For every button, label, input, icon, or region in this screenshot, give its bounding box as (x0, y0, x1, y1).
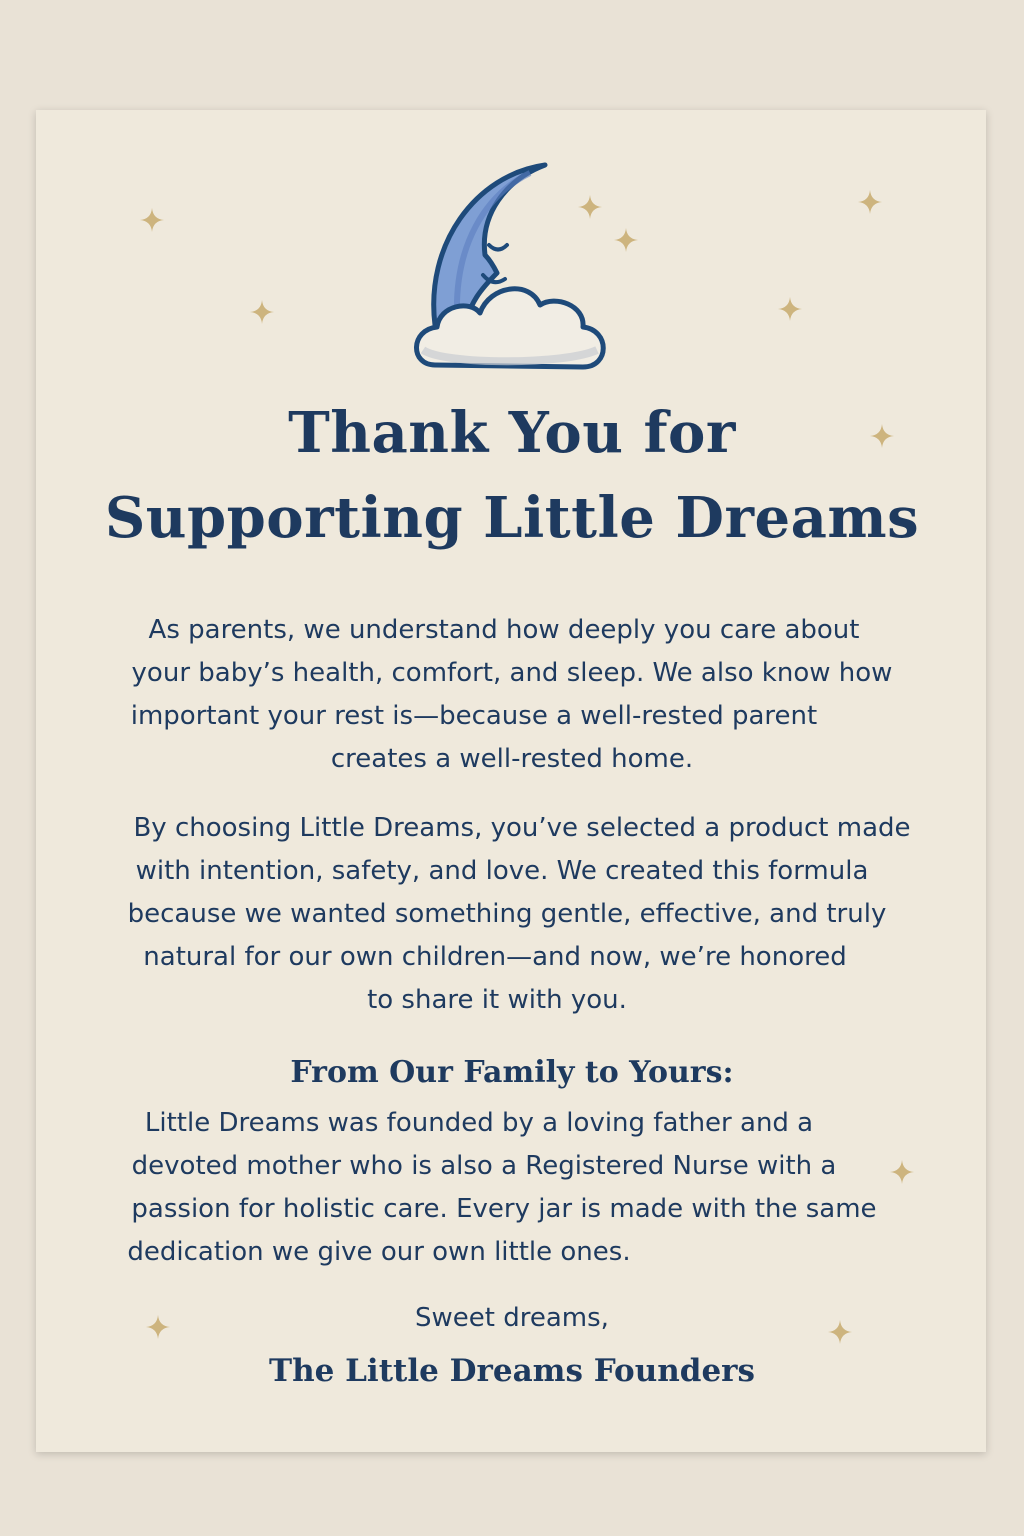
paragraph3-line: Little Dreams was founded by a loving father and a (144, 1108, 814, 1138)
sparkle-star-icon (777, 296, 803, 322)
sleeping-moon-on-cloud-icon (405, 155, 615, 380)
paragraph3-line: devoted mother who is also a Registered Nurse with a (131, 1151, 837, 1181)
sparkle-star-icon (613, 227, 639, 253)
sparkle-star-icon (249, 299, 275, 325)
paragraph2-line: natural for our own children—and now, we’re honored (143, 942, 847, 972)
paragraph3-line: dedication we give our own little ones. (127, 1237, 631, 1267)
paragraph1-line: As parents, we understand how deeply you care about (148, 615, 860, 645)
paragraph1-line: important your rest is—because a well-rested parent (130, 701, 818, 731)
closing: Sweet dreams, (415, 1303, 609, 1333)
paragraph2-line: By choosing Little Dreams, you’ve selected a product made (133, 813, 911, 843)
title-line-1: Thank You for (288, 400, 736, 466)
paragraph3-line: passion for holistic care. Every jar is made with the same (131, 1194, 877, 1224)
sparkle-star-icon (139, 207, 165, 233)
signature: The Little Dreams Founders (269, 1353, 755, 1389)
title-line-2: Supporting Little Dreams (104, 485, 920, 551)
paragraph2-line: to share it with you. (367, 985, 627, 1015)
paragraph1-line: your baby’s health, comfort, and sleep. We also know how (131, 658, 893, 688)
sparkle-star-icon (857, 189, 883, 215)
paragraph2-line: with intention, safety, and love. We created this formula (135, 856, 869, 886)
subheading: From Our Family to Yours: (290, 1055, 734, 1090)
paragraph1-line: creates a well-rested home. (330, 744, 694, 774)
paragraph2-line: because we wanted something gentle, effective, and truly (127, 899, 887, 929)
